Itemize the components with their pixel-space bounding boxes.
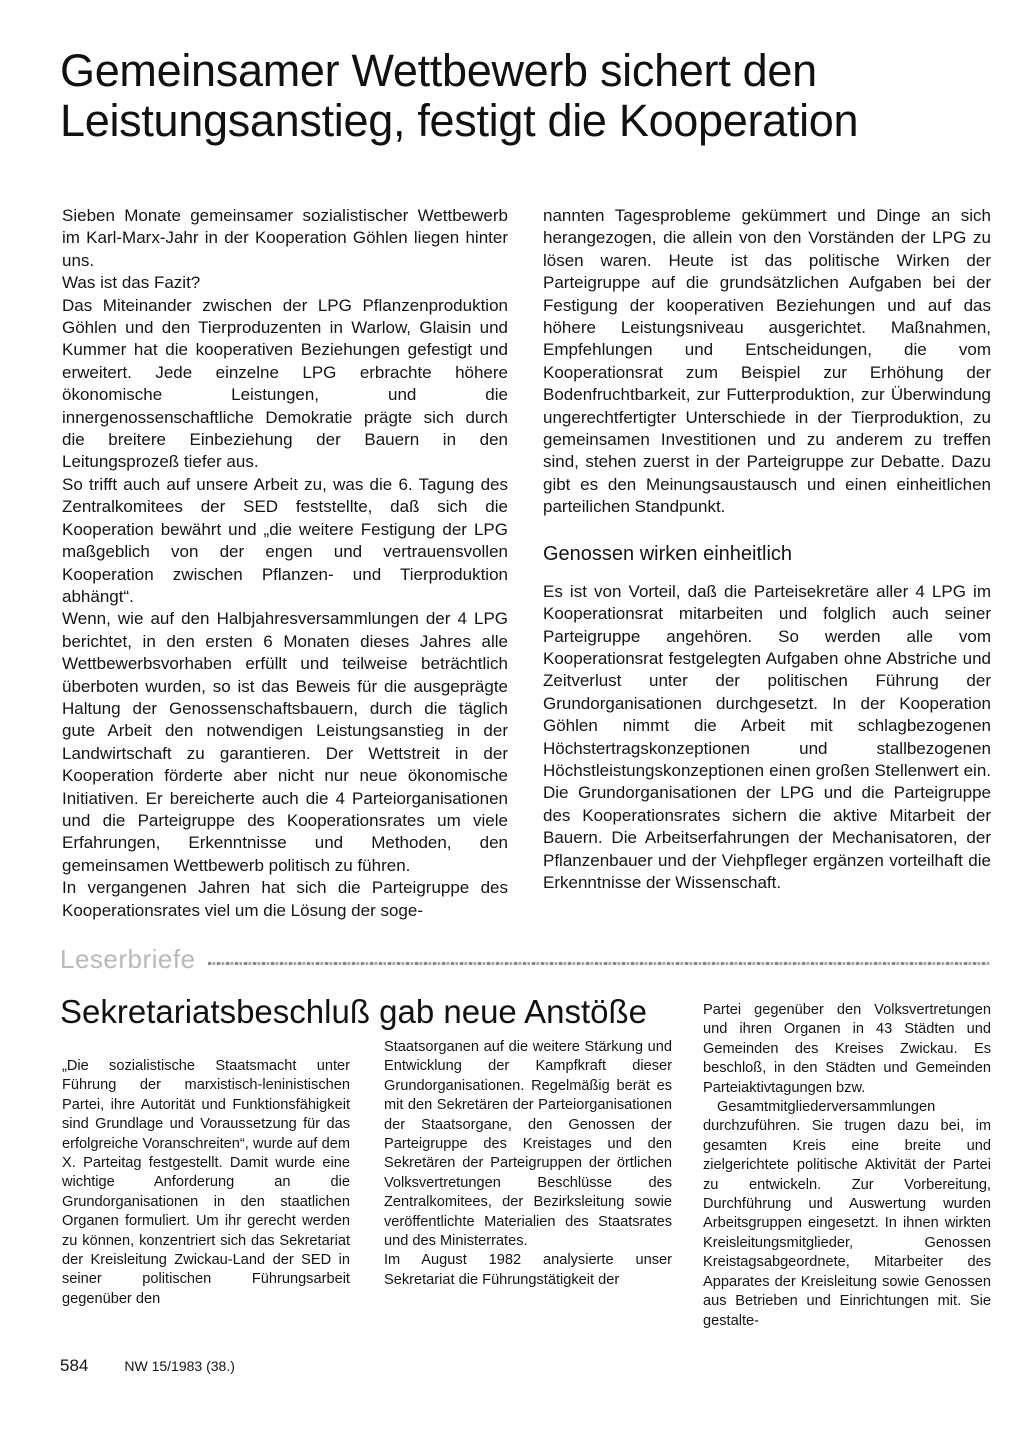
dotted-divider bbox=[208, 962, 990, 965]
paragraph: So trifft auch auf unsere Arbeit zu, was die 6. Tagung des Zentralkomitees der SED feststellte, daß sich die Kooperation bewährt und „die weitere Festigung der LPG maßgeblich von der engen und vertrauensvollen Kooperation zwischen Pflanzen- und Tierproduktion abhängt“. bbox=[62, 474, 508, 606]
paragraph: Wenn, wie auf den Halbjahresversammlungen der 4 LPG berichtet, in den ersten 6 Monaten dieses Jahres alle Wettbewerbsvorhaben erfüllt und teilweise beträchtlich überboten wurden, so ist das Beweis für die ausgeprägte Haltung der Genossenschaftsbauern, durch die täglich gute Arbeit den notwendigen Leistungsanstieg in der Landwirtschaft zu garantieren. Der Wettstreit in der Kooperation förderte aber nicht nur neue ökonomische Initiativen. Er bereicherte auch die 4 Parteiorganisationen und die Parteigruppe des Kooperationsrates um viele Erfahrungen, Erkenntnisse und Methoden, den gemeinsamen Wettbewerb politisch zu führen. bbox=[62, 609, 508, 875]
letter-headline: Sekretariatsbeschluß gab neue Anstöße bbox=[60, 993, 648, 1030]
paragraph: Gesamtmitgliederversammlungen durchzuführen. Sie trugen dazu bei, im gesamten Kreis eine breite und zielgerichtete politische Aktivität der Partei zu entwickeln. Zur Vorbereitung, Durchführung und Auswertung wurden Arbeitsgruppen eingesetzt. In ihnen wirkten Kreisleitungsmitglieder, Genossen Kreistagsabgeordnete, Mitarbeiter des Apparates der Kreisleitung sowie Genossen aus Betrieben und Einrichtungen mit. Sie gestalte- bbox=[703, 1099, 991, 1329]
article-headline: Gemeinsamer Wettbewerb sichert den Leistungsanstieg, festigt die Kooperation bbox=[60, 45, 859, 146]
paragraph: Es ist von Vorteil, daß die Parteisekretäre aller 4 LPG im Kooperationsrat mitarbeiten und folglich auch seiner Parteigruppe angehören. So werden alle vom Kooperationsrat festgelegten Aufgaben ohne Abstriche und Zeitverlust unter der politischen Führung der Grundorganisationen durchgesetzt. In der Kooperation Göhlen nimmt die Arbeit mit schlagbezogenen Höchstertragskonzeptionen und stallbezogenen Höchstleistungskonzeptionen einen großen Stellenwert ein. Die Grundorganisationen der LPG und die Parteigruppe des Kooperationsrates sichern die aktive Mitarbeit der Bauern. Die Arbeitserfahrungen der Mechanisatoren, der Pflanzenbauer und der Viehpfleger ergänzen vorteilhaft die Erkenntnisse der Wissenschaft. bbox=[543, 581, 991, 892]
paragraph: Das Miteinander zwischen der LPG Pflanzenproduktion Göhlen und den Tierproduzenten in Warlow, Glaisin und Kummer hat die kooperativen Beziehungen gefestigt und erweitert. Jede einzelne LPG erbrachte höhere ökonomische Leistungen, und die innergenossenschaftliche Demokratie prägte sich durch die breitere Einbeziehung der Bauern in den Leitungsprozeß tiefer aus. bbox=[62, 295, 508, 472]
issue-reference: NW 15/1983 (38.) bbox=[124, 1358, 235, 1374]
paragraph: Staatsorganen auf die weitere Stärkung und Entwicklung der Kampfkraft dieser Grundorganisationen. Regelmäßig berät es mit den Sekretären der Parteiorganisationen der Staatsorgane, den Genossen der Parteigruppe des Kreistages und den Sekretären der Parteigruppen der örtlichen Volksvertretungen Beschlüsse des Zentralkomitees, der Bezirksleitung sowie veröffentlichte Materialien des Staatsrates und des Ministerrates. bbox=[384, 1039, 672, 1250]
paragraph: „Die sozialistische Staatsmacht unter Führung der marxistisch-leninistischen Partei, ihre Autorität und Funktionsfähigkeit sind Grundlage und Voraussetzung für das erfolgreiche Voranschreiten“, wurde auf dem X. Parteitag festgestellt. Damit wurde eine wichtige Anforderung an die Grundorganisationen in den staatlichen Organen formuliert. Um ihr gerecht werden zu können, konzentriert sich das Sekretariat der Kreisleitung Zwickau-Land der SED in seiner politischen Führungsarbeit gegenüber den bbox=[62, 1058, 350, 1307]
paragraph: Im August 1982 analysierte unser Sekretariat die Führungstätigkeit der bbox=[384, 1252, 672, 1288]
paragraph: Partei gegenüber den Volksvertretungen und ihren Organen in 43 Städten und Gemeinden des Kreises Zwickau. Es beschloß, in den Städten und Gemeinden Parteiaktivtagungen bzw. bbox=[703, 1002, 991, 1096]
paragraph: Sieben Monate gemeinsamer sozialistischer Wettbewerb im Karl-Marx-Jahr in der Kooperation Göhlen liegen hinter uns. bbox=[62, 206, 508, 270]
paragraph: nannten Tagesprobleme gekümmert und Dinge an sich herangezogen, die allein von den Vorständen der LPG zu lösen waren. Heute ist das politische Wirken der Parteigruppe auf die grundsätzlichen Aufgaben bei der Festigung der kooperativen Beziehungen und auf das höhere Leistungsniveau ausgerichtet. Maßnahmen, Empfehlungen und Entscheidungen, die vom Kooperationsrat zum Beispiel zur Erhöhung der Bodenfruchtbarkeit, zur Futterproduktion, zur Überwindung ungerechtfertigter Unterschiede in der Tierproduktion, zu gemeinsamen Investitionen und zu anderem zu treffen sind, stehen zuerst in der Parteigruppe zur Debatte. Dazu gibt es den Meinungsaustausch und einen einheitlichen parteilichen Standpunkt. bbox=[543, 206, 991, 517]
paragraph: In vergangenen Jahren hat sich die Parteigruppe des Kooperationsrates viel um die Lösung der soge- bbox=[62, 878, 508, 920]
article-right-column bbox=[543, 205, 991, 894]
page-number: 584 bbox=[60, 1356, 89, 1375]
letter-column-1 bbox=[62, 1057, 350, 1309]
section-rule bbox=[60, 944, 990, 974]
paragraph: Was ist das Fazit? bbox=[62, 273, 201, 293]
letter-column-2 bbox=[384, 1038, 672, 1290]
page-footer bbox=[60, 1357, 235, 1375]
article-subheading: Genossen wirken einheitlich bbox=[543, 542, 793, 565]
letter-column-3 bbox=[703, 1001, 991, 1331]
section-rubric: Leserbriefe bbox=[60, 944, 196, 974]
article-left-column bbox=[62, 205, 508, 922]
